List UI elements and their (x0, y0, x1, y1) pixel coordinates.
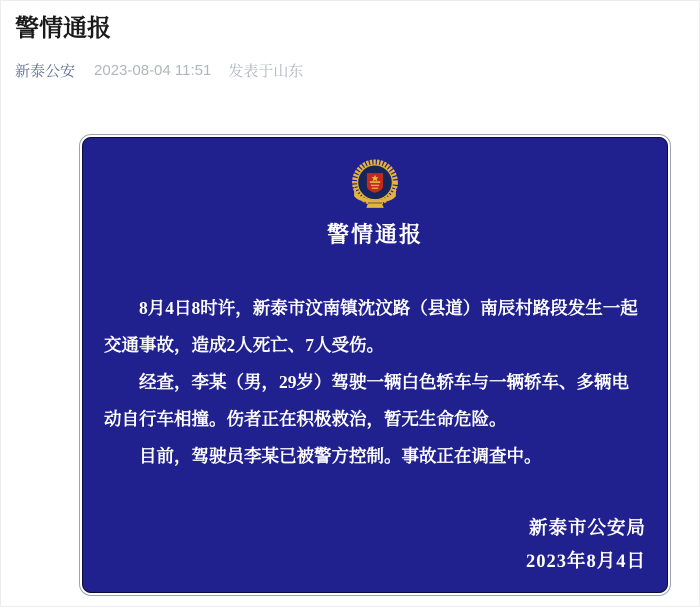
notice-date: 2023年8月4日 (525, 552, 646, 572)
notice-paragraph: 经查，李某（男，29岁）驾驶一辆白色轿车与一辆轿车、多辆电动自行车相撞。伤者正在积极救治，暂无生命危险。 (104, 372, 629, 429)
article-header (1, 1, 699, 81)
article-title: 警情通报 (15, 15, 111, 42)
notice-card (82, 137, 668, 593)
notice-signature-block (104, 513, 646, 579)
publish-location: 发表于山东 (228, 63, 304, 80)
notice-title: 警情通报 (326, 222, 423, 247)
notice-paragraph: 8月4日8时许，新泰市汶南镇沈汶路（县道）南辰村路段发生一起交通事故，造成2人死亡、7人受伤。 (104, 298, 638, 355)
account-link[interactable]: 新泰公安 (15, 63, 76, 80)
byline (15, 60, 683, 81)
publish-timestamp: 2023-08-04 11:51 (94, 62, 212, 79)
notice-image[interactable] (79, 134, 671, 596)
notice-paragraph: 目前，驾驶员李某已被警方控制。事故正在调查中。 (139, 446, 542, 466)
notice-body (104, 290, 646, 475)
notice-signature: 新泰市公安局 (528, 519, 646, 539)
police-emblem-icon (346, 158, 404, 216)
